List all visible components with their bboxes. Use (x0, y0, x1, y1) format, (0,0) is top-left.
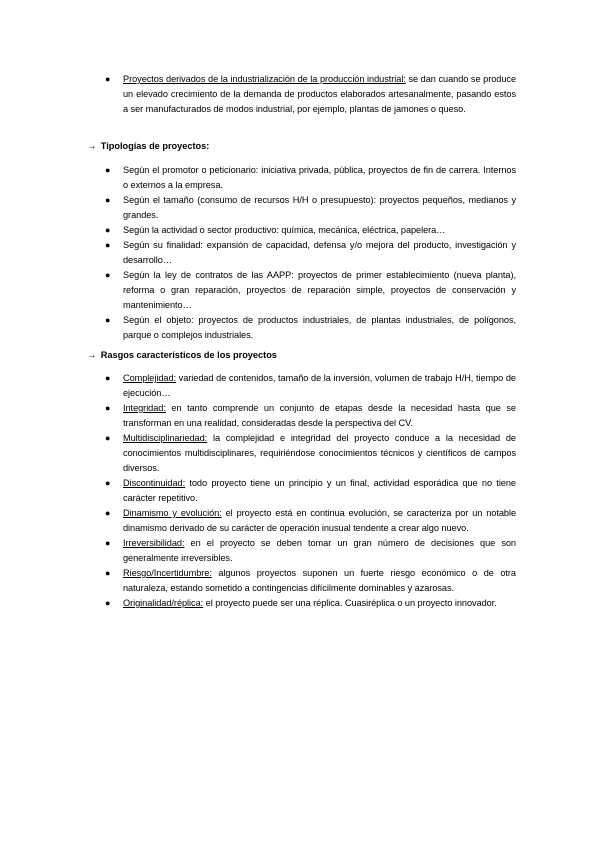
item-text: en tanto comprende un conjunto de etapas desde la necesidad hasta que se transforman en una realidad, consideradas desde la perspectiva del CV. (123, 403, 516, 428)
list-item (105, 163, 516, 193)
item-text: algunos proyectos suponen un fuerte riesgo económico o de otra naturaleza, estando sometido a contingencias difícilmente dominables y azarosas. (123, 568, 516, 593)
bullet-icon: ● (105, 195, 111, 205)
bullet-icon: ● (105, 165, 111, 175)
item-term: Complejidad: (123, 373, 177, 383)
item-term: Multidisciplinariedad: (123, 433, 208, 443)
list-item (105, 431, 516, 476)
arrow-icon: → (87, 350, 97, 360)
item-term: Integridad: (123, 403, 166, 413)
bullet-icon: ● (105, 598, 111, 608)
bullet-icon: ● (105, 403, 111, 413)
characteristics-list (105, 371, 517, 611)
heading-text: Rasgos característicos de los proyectos (100, 350, 277, 360)
bullet-icon: ● (105, 568, 111, 578)
list-item (105, 193, 516, 223)
item-text: todo proyecto tiene un principio y un final, actividad esporádica que no tiene carácter repetitivo. (123, 478, 516, 503)
bullet-icon: ● (105, 478, 111, 488)
item-text: Según su finalidad: expansión de capacidad, defensa y/o mejora del producto, investigación y desarrollo… (123, 240, 516, 265)
list-item (105, 313, 516, 343)
item-text: en el proyecto se deben tomar un gran número de decisiones que son generalmente irreversibles. (123, 538, 516, 563)
item-text: Según la ley de contratos de las AAPP: proyectos de primer establecimiento (nueva planta), reforma o gran reparación, proyectos de reparación simple, proyectos de conservación y mantenimiento… (123, 270, 516, 310)
section-heading-typologies (87, 139, 209, 154)
item-text: Según el tamaño (consumo de recursos H/H o presupuesto): proyectos pequeños, medianos y grandes. (123, 195, 516, 220)
item-text: se dan cuando se produce un elevado crecimiento de la demanda de productos elaborados artesanalmente, pasando estos a ser manufacturados de modos industrial, por ejemplo, plantas de jamones o queso. (123, 74, 517, 114)
arrow-icon: → (87, 141, 97, 151)
list-item (105, 223, 516, 238)
item-text: el proyecto está en continua evolución, se caracteriza por un notable dinamismo derivado de su carácter de operación inusual tendente a crear algo nuevo. (123, 508, 517, 533)
bullet-icon: ● (105, 270, 111, 280)
item-term: Riesgo/Incertidumbre: (123, 568, 212, 578)
bullet-icon: ● (105, 240, 111, 250)
bullet-icon: ● (105, 373, 111, 383)
item-term: Originalidad/réplica: (123, 598, 204, 608)
bullet-icon: ● (105, 508, 111, 518)
item-text: Según el promotor o peticionario: iniciativa privada, pública, proyectos de fin de carrera. Internos o externos a la empresa. (123, 165, 516, 190)
list-item (105, 238, 516, 268)
item-text: Según el objeto: proyectos de productos industriales, de plantas industriales, de polígonos, parque o complejos industriales. (123, 315, 516, 340)
item-term: Proyectos derivados de la industrialización de la producción industrial: (123, 74, 406, 84)
item-term: Discontinuidad: (123, 478, 186, 488)
typologies-list (105, 163, 516, 343)
item-text: Según la actividad o sector productivo: química, mecánica, eléctrica, papelera… (123, 225, 446, 235)
list-item (105, 72, 517, 117)
item-text: la complejidad e integridad del proyecto conduce a la necesidad de conocimientos multidisciplinares, requiriéndose conocimientos técnicos y científicos de campos diversos. (123, 433, 516, 473)
section-heading-characteristics (87, 348, 277, 363)
bullet-icon: ● (105, 74, 111, 84)
item-term: Irreversibilidad: (123, 538, 185, 548)
bullet-icon: ● (105, 315, 111, 325)
item-text: el proyecto puede ser una réplica. Cuasiréplica o un proyecto innovador. (203, 598, 497, 608)
heading-text: Tipologías de proyectos: (100, 141, 210, 151)
item-text: variedad de contenidos, tamaño de la inversión, volumen de trabajo H/H, tiempo de ejecución… (123, 373, 516, 398)
intro-list (105, 72, 517, 117)
list-item (105, 536, 516, 566)
list-item (105, 401, 516, 431)
list-item (105, 596, 516, 611)
bullet-icon: ● (105, 225, 111, 235)
list-item (105, 566, 516, 596)
list-item (105, 506, 517, 536)
item-term: Dinamismo y evolución: (123, 508, 222, 518)
list-item (105, 476, 516, 506)
bullet-icon: ● (105, 433, 111, 443)
list-item (105, 268, 516, 313)
bullet-icon: ● (105, 538, 111, 548)
list-item (105, 371, 516, 401)
